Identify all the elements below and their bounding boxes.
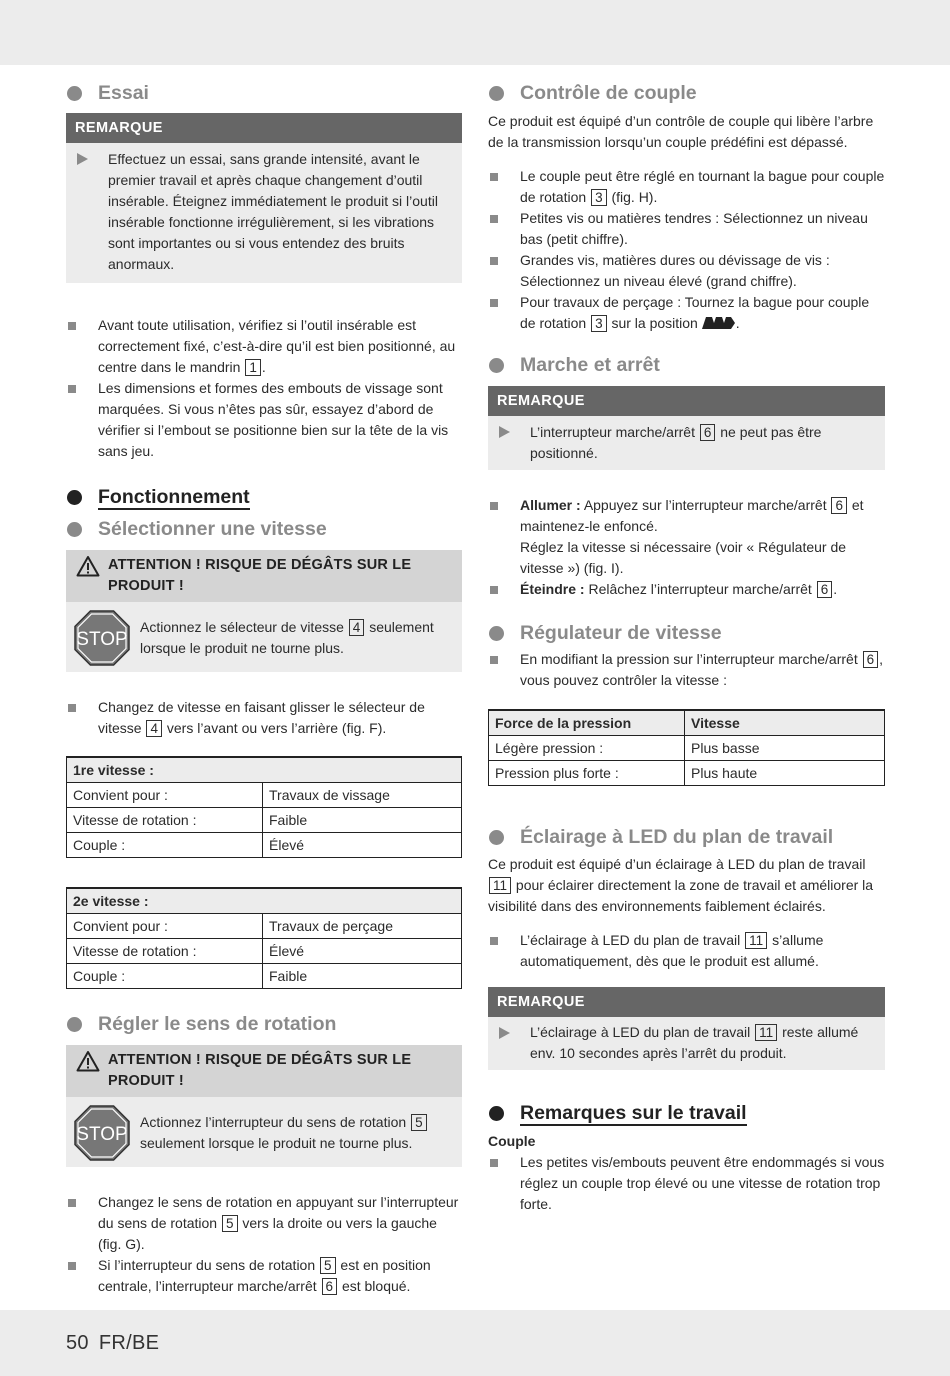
part-reference: 6 (700, 424, 716, 441)
list-text: est en position centrale, l’interrupteur marche/arrêt (98, 1257, 431, 1294)
note-label: REMARQUE (66, 113, 462, 143)
table-header: 2e vitesse : (67, 888, 462, 914)
bullet-list-remarques (488, 1152, 885, 1215)
list-text: . (261, 359, 266, 375)
list-text: Les dimensions et formes des embouts de vissage sont marquées. Si vous n’êtes pas sûr, essayez d’abord de vérifier si l’embout se positionne bien sur la tête de la vis sans jeu. (98, 380, 449, 459)
paragraph-eclairage-intro (488, 854, 885, 917)
note-body (488, 1017, 885, 1070)
note-box-eclairage (488, 987, 885, 1070)
table-cell: Faible (263, 964, 462, 989)
heading-text: Remarques sur le travail (520, 1102, 747, 1124)
list-text: Avant toute utilisation, vérifiez si l’outil insérable est correctement fixé, c’est-à-dire qu’il est bien positionné, au centre dans le mandrin (98, 317, 456, 375)
warning-box-vitesse (66, 550, 462, 672)
heading-text: Sélectionner une vitesse (98, 518, 327, 540)
note-box-essai (66, 113, 462, 283)
list-item (66, 378, 462, 462)
list-text: . (735, 315, 740, 331)
table-cell: Plus basse (685, 736, 885, 761)
bullet-list-marche (488, 495, 885, 600)
section-heading-vitesse (66, 514, 462, 544)
table-cell: Couple : (67, 833, 263, 858)
paragraph-text: Ce produit est équipé d’un éclairage à LED du plan de travail (488, 856, 866, 872)
list-item (488, 208, 885, 250)
list-text: et maintenez-le enfoncé. (520, 497, 864, 534)
table-cell: Faible (263, 808, 462, 833)
list-text: . (833, 581, 838, 597)
part-reference: 1 (245, 359, 261, 376)
part-reference: 6 (322, 1278, 338, 1295)
list-item (488, 495, 885, 579)
page-footer (66, 1332, 169, 1355)
warning-triangle-icon (76, 555, 100, 577)
list-text: Changez le sens de rotation en appuyant sur l’interrupteur du sens de rotation (98, 1194, 459, 1231)
table-cell: Élevé (263, 833, 462, 858)
stop-sign-icon (74, 610, 130, 666)
table-cell: Pression plus forte : (489, 761, 685, 786)
part-reference: 6 (831, 497, 847, 514)
note-text: L’éclairage à LED du plan de travail (530, 1024, 751, 1040)
bullet-list-regulateur (488, 649, 885, 691)
table-cell: Légère pression : (489, 736, 685, 761)
warning-triangle-icon (76, 1050, 100, 1072)
warning-body (66, 1097, 462, 1167)
list-text: Si l’interrupteur du sens de rotation (98, 1257, 316, 1273)
part-reference: 3 (591, 315, 607, 332)
table-row (67, 939, 462, 964)
list-text: vers l’avant ou vers l’arrière (fig. F). (166, 720, 387, 736)
note-body (488, 416, 885, 470)
list-item (488, 250, 885, 292)
list-text: Petites vis ou matières tendres : Sélectionnez un niveau bas (petit chiffre). (520, 210, 868, 247)
warning-label: ATTENTION ! RISQUE DE DÉGÂTS SUR LE PRODUIT ! (108, 557, 412, 594)
table-row (489, 736, 885, 761)
arrow-right-icon (499, 426, 510, 438)
list-text: Appuyez sur l’interrupteur marche/arrêt (583, 497, 827, 513)
paragraph-couple-intro: Ce produit est équipé d’un contrôle de couple qui libère l’arbre de la transmission lorsqu’un couple prédéfini est dépassé. (488, 113, 874, 150)
part-reference: 6 (817, 581, 833, 598)
warning-text: seulement lorsque le produit ne tourne plus. (140, 619, 434, 656)
list-text: Pour travaux de perçage : Tournez la bague pour couple de rotation (520, 294, 870, 331)
bullet-list-rotation (66, 1192, 462, 1297)
bullet-list-vitesse (66, 697, 462, 739)
warning-label: ATTENTION ! RISQUE DE DÉGÂTS SUR LE PRODUIT ! (108, 1052, 412, 1089)
heading-text: Essai (98, 82, 149, 104)
section-heading-rotation (66, 1009, 462, 1039)
section-heading-regulateur (488, 618, 885, 648)
list-text: Réglez la vitesse si nécessaire (voir « Régulateur de vitesse ») (fig. I). (520, 539, 847, 576)
warning-header (66, 1045, 462, 1097)
note-text: L’interrupteur marche/arrêt (530, 424, 695, 440)
paragraph-text: pour éclairer directement la zone de travail et améliorer la visibilité dans des environnements faiblement éclairés. (488, 877, 874, 914)
stop-sign-label: STOP (76, 1124, 128, 1145)
note-text: Effectuez un essai, sans grande intensité, avant le premier travail et après chaque changement d’outil insérable. Éteignez immédiatement le produit si l’outil insérable fonctionne irrégulièrement, si les vibrations sont importantes ou si vous entendez des bruits anormaux. (108, 151, 438, 272)
locale-label: FR/BE (98, 1332, 160, 1354)
list-text: Le couple peut être réglé en tournant la bague pour couple de rotation (520, 168, 885, 205)
note-box-marche (488, 386, 885, 470)
bullet-list-essai (66, 315, 462, 462)
note-body (66, 143, 462, 283)
note-text: reste allumé env. 10 secondes après l’arrêt du produit. (530, 1024, 859, 1061)
term-label: Éteindre : (520, 581, 585, 597)
stop-sign-label: STOP (76, 629, 128, 650)
right-column (488, 78, 885, 1215)
stop-sign-icon (74, 1105, 130, 1161)
list-text: Les petites vis/embouts peuvent être endommagés si vous réglez un couple trop élevé ou une vitesse de rotation trop forte. (520, 1154, 885, 1212)
table-cell: Couple : (67, 964, 263, 989)
speed-table-2 (66, 887, 462, 989)
part-reference: 5 (222, 1215, 238, 1232)
speed-table-1 (66, 756, 462, 858)
heading-text: Contrôle de couple (520, 82, 697, 104)
part-reference: 5 (320, 1257, 336, 1274)
heading-text: Éclairage à LED du plan de travail (520, 826, 834, 848)
note-text: ne peut pas être positionné. (530, 424, 822, 461)
list-text: L’éclairage à LED du plan de travail (520, 932, 741, 948)
bullet-list-eclairage (488, 930, 885, 972)
part-reference: 4 (349, 619, 365, 636)
table-cell: Élevé (263, 939, 462, 964)
drill-symbol-icon (702, 317, 736, 329)
table-header: Vitesse (685, 710, 885, 736)
list-text: Grandes vis, matières dures ou dévissage de vis : Sélectionnez un niveau élevé (grand chiffre). (520, 252, 830, 289)
list-text: Changez de vitesse en faisant glisser le sélecteur de vitesse (98, 699, 425, 736)
list-text: sur la position (611, 315, 698, 331)
part-reference: 11 (755, 1024, 777, 1041)
heading-text: Marche et arrêt (520, 354, 660, 376)
pressure-table (488, 709, 885, 786)
list-item (488, 166, 885, 208)
list-item (488, 292, 885, 334)
page-number: 50 (66, 1332, 89, 1354)
subheading-couple: Couple (488, 1133, 536, 1149)
table-cell: Plus haute (685, 761, 885, 786)
section-heading-couple (488, 78, 885, 108)
list-item (488, 1152, 885, 1215)
list-item (66, 1192, 462, 1255)
table-cell: Travaux de vissage (263, 783, 462, 808)
part-reference: 5 (411, 1114, 427, 1131)
warning-text: Actionnez l’interrupteur du sens de rotation (140, 1114, 407, 1130)
arrow-right-icon (77, 153, 88, 165)
heading-text: Régulateur de vitesse (520, 622, 722, 644)
section-heading-remarques (488, 1098, 885, 1128)
table-row (67, 833, 462, 858)
warning-header (66, 550, 462, 602)
table-cell: Vitesse de rotation : (67, 939, 263, 964)
list-item (66, 1255, 462, 1297)
list-text: (fig. H). (611, 189, 658, 205)
table-row (67, 783, 462, 808)
table-cell: Convient pour : (67, 914, 263, 939)
list-text: Relâchez l’interrupteur marche/arrêt (588, 581, 812, 597)
section-heading-eclairage (488, 822, 885, 852)
list-text: En modifiant la pression sur l’interrupteur marche/arrêt (520, 651, 858, 667)
list-item (66, 697, 462, 739)
warning-body (66, 602, 462, 672)
section-heading-fonctionnement (66, 482, 462, 512)
part-reference: 6 (863, 651, 879, 668)
top-band (0, 0, 950, 65)
list-text: est bloqué. (341, 1278, 411, 1294)
warning-box-rotation (66, 1045, 462, 1167)
left-column (66, 78, 462, 1297)
list-text: vers la droite ou vers la gauche (fig. G). (98, 1215, 437, 1252)
note-label: REMARQUE (488, 386, 885, 416)
part-reference: 4 (146, 720, 162, 737)
warning-text: seulement lorsque le produit ne tourne plus. (140, 1135, 413, 1151)
section-heading-essai (66, 78, 462, 108)
list-item (488, 649, 885, 691)
term-label: Allumer : (520, 497, 581, 513)
table-cell: Travaux de perçage (263, 914, 462, 939)
table-cell: Convient pour : (67, 783, 263, 808)
section-heading-marche (488, 350, 885, 380)
part-reference: 3 (591, 189, 607, 206)
list-text: , vous pouvez contrôler la vitesse : (520, 651, 883, 688)
list-item (488, 579, 885, 600)
arrow-right-icon (499, 1027, 510, 1039)
heading-text: Fonctionnement (98, 486, 250, 508)
table-row (67, 964, 462, 989)
list-item (66, 315, 462, 378)
part-reference: 11 (745, 932, 767, 949)
table-cell: Vitesse de rotation : (67, 808, 263, 833)
part-reference: 11 (489, 877, 511, 894)
warning-text: Actionnez le sélecteur de vitesse (140, 619, 344, 635)
table-header: 1re vitesse : (67, 757, 462, 783)
table-header-row (489, 710, 885, 736)
note-label: REMARQUE (488, 987, 885, 1017)
table-row (489, 761, 885, 786)
bullet-list-couple (488, 166, 885, 334)
table-row (67, 914, 462, 939)
list-text: s’allume automatiquement, dès que le produit est allumé. (520, 932, 824, 969)
table-row (67, 808, 462, 833)
list-item (488, 930, 885, 972)
table-header: Force de la pression (489, 710, 685, 736)
heading-text: Régler le sens de rotation (98, 1013, 337, 1035)
